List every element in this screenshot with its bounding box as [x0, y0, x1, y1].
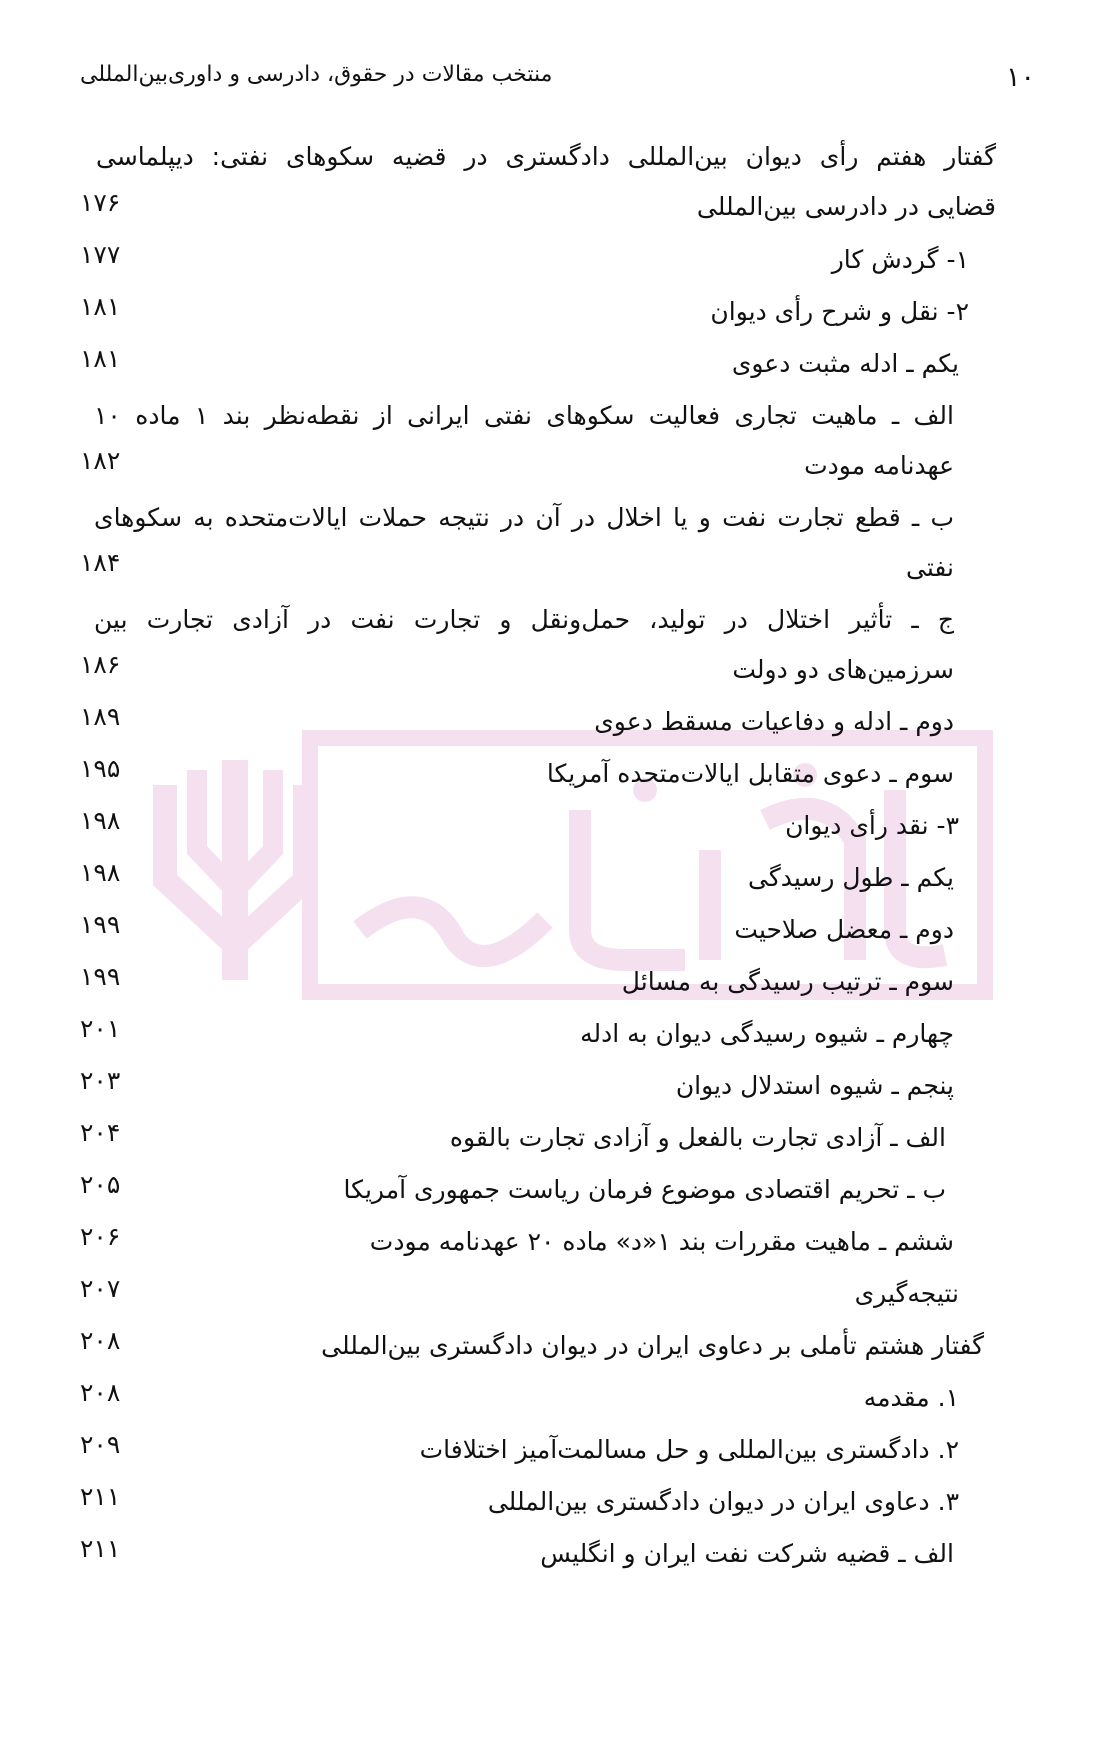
toc-entry-text: دوم ـ ادله و دفاعیات مسقط دعوی	[594, 707, 954, 736]
toc-page-number: ۱۹۹	[80, 910, 121, 939]
toc-entry-text: الف ـ ماهیت تجاری فعالیت سکوهای نفتی ایرانی از نقطه‌نظر بند ۱ ماده ۱۰	[94, 401, 954, 430]
toc-page-number: ۱۹۸	[80, 858, 121, 887]
toc-entry-text: سوم ـ دعوی متقابل ایالات‌متحده آمریکا	[546, 759, 954, 788]
toc-entry-text: نتیجه‌گیری	[854, 1279, 959, 1308]
toc-entry-text: چهارم ـ شیوه رسیدگی دیوان به ادله	[580, 1019, 954, 1048]
toc-page-number: ۲۱۱	[80, 1482, 121, 1511]
toc-entry-text: ۳- نقد رأی دیوان	[785, 811, 959, 840]
toc-entry-text: گفتار هفتم رأی دیوان بین‌المللی دادگستری در قضیه سکوهای نفتی: دیپلماسی	[96, 142, 996, 171]
toc-entry-text: یکم ـ طول رسیدگی	[748, 863, 954, 892]
toc-page-number: ۱۹۵	[80, 754, 121, 783]
toc-page-number: ۱۹۹	[80, 962, 121, 991]
toc-entry-text: ششم ـ ماهیت مقررات بند ۱«د» ماده ۲۰ عهدنامه مودت	[369, 1227, 954, 1256]
toc-page-number: ۲۰۹	[80, 1430, 121, 1459]
toc-entry-text: عهدنامه مودت	[804, 451, 954, 480]
toc-page-number: ۲۰۶	[80, 1222, 121, 1251]
toc-page-number: ۲۰۳	[80, 1066, 121, 1095]
toc-entry-text: سرزمین‌های دو دولت	[732, 655, 954, 684]
toc-entry-text: ب ـ تحریم اقتصادی موضوع فرمان ریاست جمهوری آمریکا	[343, 1175, 946, 1204]
toc-page-number: ۱۷۶	[80, 188, 121, 217]
toc-page-number: ۱۹۸	[80, 806, 121, 835]
toc-entry-text: نفتی	[906, 553, 954, 582]
toc-entry-text: ۲- نقل و شرح رأی دیوان	[710, 297, 969, 326]
toc-entry-text: ۲. دادگستری بین‌المللی و حل مسالمت‌آمیز اختلافات	[419, 1435, 959, 1464]
toc-page-number: ۲۰۸	[80, 1378, 121, 1407]
toc-page-number: ۱۸۹	[80, 702, 121, 731]
book-title: منتخب مقالات در حقوق، دادرسی و داوری‌بین‌المللی	[80, 62, 553, 87]
toc-page-number: ۱۸۱	[80, 344, 121, 373]
toc-entry-text: ج ـ تأثیر اختلال در تولید، حمل‌ونقل و تجارت نفت در آزادی تجارت بین	[94, 605, 954, 634]
toc-entry-text: ب ـ قطع تجارت نفت و یا اخلال در آن در نتیجه حملات ایالات‌متحده به سکوهای	[94, 503, 954, 532]
toc-page-number: ۱۸۲	[80, 446, 121, 475]
page-number: ۱۰	[1005, 62, 1035, 93]
toc-page-number: ۲۰۵	[80, 1170, 121, 1199]
toc-page-number: ۲۱۱	[80, 1534, 121, 1563]
toc-entry-text: دوم ـ معضل صلاحیت	[734, 915, 954, 944]
toc-page-number: ۱۸۱	[80, 292, 121, 321]
toc-page-number: ۲۰۸	[80, 1326, 121, 1355]
toc-entry-text: پنجم ـ شیوه استدلال دیوان	[675, 1071, 954, 1100]
toc-entry-text: الف ـ قضیه شرکت نفت ایران و انگلیس	[540, 1539, 954, 1568]
toc-entry-text: گفتار هشتم تأملی بر دعاوی ایران در دیوان دادگستری بین‌المللی	[321, 1331, 984, 1360]
toc-entry-text: الف ـ آزادی تجارت بالفعل و آزادی تجارت بالقوه	[449, 1123, 946, 1152]
toc-entry-text: ۳. دعاوی ایران در دیوان دادگستری بین‌المللی	[487, 1487, 959, 1516]
toc-page-number: ۲۰۷	[80, 1274, 121, 1303]
toc-page-number: ۲۰۱	[80, 1014, 121, 1043]
toc-entry-text: قضایی در دادرسی بین‌المللی	[696, 192, 996, 221]
toc-entry-text: ۱- گردش کار	[831, 245, 969, 274]
toc-page-number: ۱۸۴	[80, 548, 121, 577]
toc-page-number: ۲۰۴	[80, 1118, 121, 1147]
toc-entry-text: یکم ـ ادله مثبت دعوی	[731, 349, 959, 378]
toc-entry-text: سوم ـ ترتیب رسیدگی به مسائل	[621, 967, 954, 996]
toc-entry-text: ۱. مقدمه	[863, 1383, 959, 1412]
toc-page-number: ۱۸۶	[80, 650, 121, 679]
toc-page-number: ۱۷۷	[80, 240, 121, 269]
